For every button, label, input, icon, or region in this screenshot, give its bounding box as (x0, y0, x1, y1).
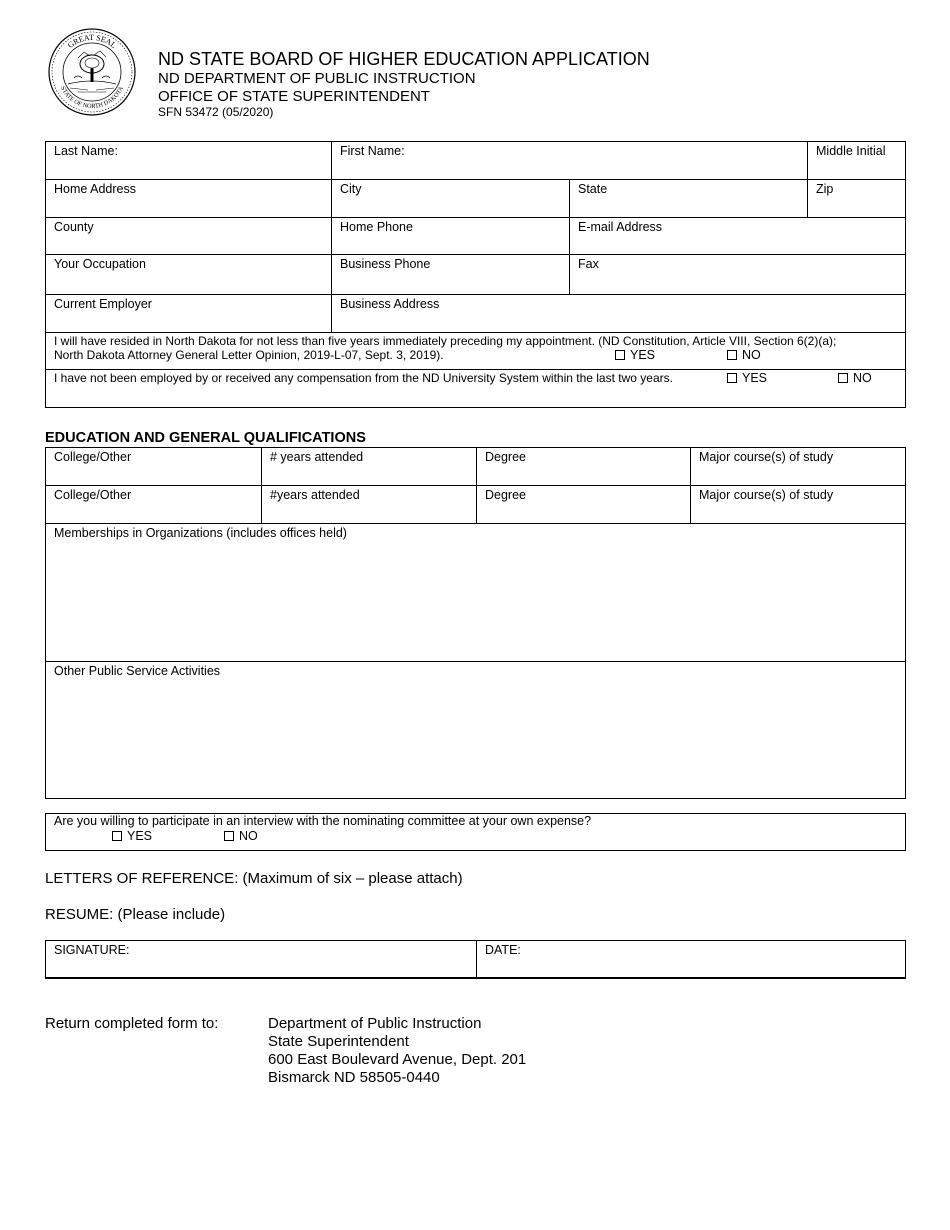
education-table (45, 447, 906, 799)
applicant-info-table (45, 141, 906, 408)
email-field[interactable] (570, 218, 905, 254)
years-attended-label: #years attended (270, 488, 360, 502)
return-label: Return completed form to: (45, 1015, 219, 1032)
interview-yes-checkbox[interactable] (112, 831, 122, 841)
employment-yes-label: YES (742, 371, 768, 385)
return-address-line: 600 East Boulevard Avenue, Dept. 201 (268, 1051, 527, 1068)
first-name-field[interactable] (332, 142, 807, 179)
date-label: DATE: (485, 943, 521, 957)
last-name-label: Last Name: (54, 144, 118, 158)
major-field-1[interactable] (691, 448, 905, 485)
zip-label: Zip (816, 182, 834, 196)
county-label: County (54, 220, 94, 234)
department-name: ND DEPARTMENT OF PUBLIC INSTRUCTION (158, 70, 476, 87)
business-phone-field[interactable] (332, 255, 569, 294)
college-label: College/Other (54, 450, 132, 464)
residency-yes-label: YES (630, 348, 656, 362)
residency-statement-line2: North Dakota Attorney General Letter Opinion, 2019-L-07, Sept. 3, 2019). (54, 348, 444, 362)
county-field[interactable] (46, 218, 331, 254)
zip-field[interactable] (808, 180, 905, 217)
state-label: State (578, 182, 608, 196)
residency-no-label: NO (742, 348, 761, 362)
major-label: Major course(s) of study (699, 450, 834, 464)
residency-yes-checkbox[interactable] (615, 350, 625, 360)
college-field-2[interactable] (46, 486, 261, 523)
public-service-field[interactable] (46, 662, 905, 798)
form-number: SFN 53472 (05/2020) (158, 105, 274, 119)
form-title: ND STATE BOARD OF HIGHER EDUCATION APPLICATION (158, 49, 650, 69)
college-label: College/Other (54, 488, 132, 502)
employment-yes-checkbox[interactable] (727, 373, 737, 383)
interview-question: Are you willing to participate in an interview with the nominating committee at your own expense? (54, 814, 592, 828)
last-name-field[interactable] (46, 142, 331, 179)
current-employer-label: Current Employer (54, 297, 152, 311)
date-field[interactable] (477, 941, 905, 978)
home-address-label: Home Address (54, 182, 136, 196)
major-label: Major course(s) of study (699, 488, 834, 502)
education-heading: EDUCATION AND GENERAL QUALIFICATIONS (45, 430, 366, 446)
college-field-1[interactable] (46, 448, 261, 485)
interview-box (45, 813, 906, 851)
middle-initial-field[interactable] (808, 142, 905, 179)
public-service-label: Other Public Service Activities (54, 664, 221, 678)
state-field[interactable] (570, 180, 807, 217)
fax-label: Fax (578, 257, 599, 271)
residency-statement-line1: I will have resided in North Dakota for not less than five years immediately preceding my appointment. (ND Constitution, Article VIII, Section 6(2)(a); (54, 334, 837, 348)
current-employer-field[interactable] (46, 295, 331, 332)
degree-label: Degree (485, 488, 526, 502)
interview-no-label: NO (239, 829, 258, 843)
occupation-label: Your Occupation (54, 257, 146, 271)
employment-no-checkbox[interactable] (838, 373, 848, 383)
memberships-label: Memberships in Organizations (includes offices held) (54, 526, 347, 540)
degree-field-1[interactable] (477, 448, 690, 485)
employment-no-label: NO (853, 371, 872, 385)
seal-top-text: GREAT SEAL (65, 32, 119, 50)
email-label: E-mail Address (578, 220, 663, 234)
city-field[interactable] (332, 180, 569, 217)
interview-yes-label: YES (127, 829, 153, 843)
memberships-field[interactable] (46, 524, 905, 661)
interview-no-checkbox[interactable] (224, 831, 234, 841)
years-attended-field-2[interactable] (262, 486, 476, 523)
home-phone-label: Home Phone (340, 220, 413, 234)
business-address-label: Business Address (340, 297, 440, 311)
first-name-label: First Name: (340, 144, 405, 158)
employment-statement: I have not been employed by or received any compensation from the ND University System within the last two years. (54, 371, 673, 385)
office-name: OFFICE OF STATE SUPERINTENDENT (158, 88, 430, 105)
seal-bottom-text: STATE OF NORTH DAKOTA (58, 85, 126, 111)
signature-table (45, 940, 906, 979)
return-address-line: Bismarck ND 58505-0440 (268, 1069, 440, 1086)
years-attended-field-1[interactable] (262, 448, 476, 485)
state-seal-icon (48, 28, 136, 116)
city-label: City (340, 182, 362, 196)
middle-initial-label: Middle Initial (816, 144, 886, 158)
degree-field-2[interactable] (477, 486, 690, 523)
return-address-line: Department of Public Instruction (268, 1015, 482, 1032)
resume-instruction: RESUME: (Please include) (45, 906, 226, 923)
business-phone-label: Business Phone (340, 257, 431, 271)
return-address-line: State Superintendent (268, 1033, 409, 1050)
signature-label: SIGNATURE: (54, 943, 130, 957)
business-address-field[interactable] (332, 295, 905, 332)
major-field-2[interactable] (691, 486, 905, 523)
signature-field[interactable] (46, 941, 476, 978)
residency-no-checkbox[interactable] (727, 350, 737, 360)
home-address-field[interactable] (46, 180, 331, 217)
degree-label: Degree (485, 450, 526, 464)
letters-of-reference: LETTERS OF REFERENCE: (Maximum of six – please attach) (45, 870, 463, 887)
years-attended-label: # years attended (270, 450, 364, 464)
occupation-field[interactable] (46, 255, 331, 294)
fax-field[interactable] (570, 255, 905, 294)
home-phone-field[interactable] (332, 218, 569, 254)
